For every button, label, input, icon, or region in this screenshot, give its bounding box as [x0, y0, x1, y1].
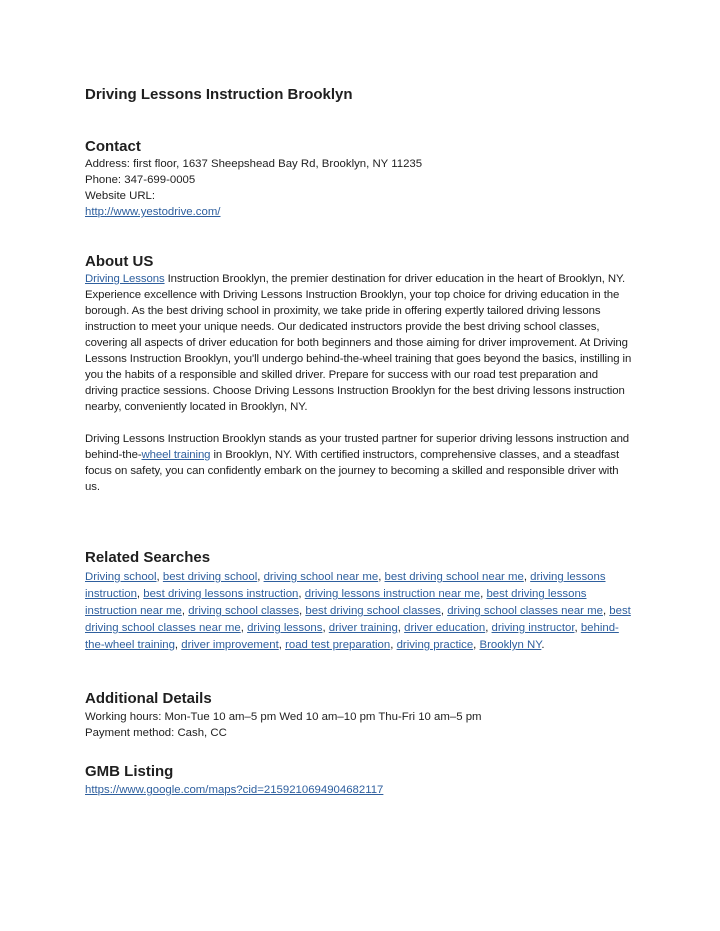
related-search-separator: , [602, 605, 610, 617]
about-paragraph-1 [85, 271, 633, 415]
gmb-block [85, 782, 633, 798]
related-searches-links [85, 569, 633, 654]
related-search-separator: . [541, 639, 545, 651]
related-search-separator: , [298, 588, 305, 600]
related-search-separator: , [299, 605, 306, 617]
page-title: Driving Lessons Instruction Brooklyn [85, 86, 353, 103]
related-search-separator: , [257, 571, 264, 583]
contact-address: Address: first floor, 1637 Sheepshead Bay Rd, Brooklyn, NY 11235 [85, 158, 423, 170]
related-search-separator: , [136, 588, 144, 600]
related-search-link[interactable]: best driving school near me [384, 571, 524, 583]
related-search-separator: , [473, 639, 480, 651]
related-search-link[interactable]: best driving school [162, 571, 258, 583]
related-search-link[interactable]: best driving lessons instruction [143, 588, 299, 600]
related-search-link[interactable]: Brooklyn NY [479, 639, 542, 651]
related-search-link[interactable]: driving lessons instruction [85, 571, 606, 600]
about-paragraph-2 [85, 431, 633, 495]
about-paragraph-1-text: Instruction Brooklyn, the premier destination for driver education in the heart of Brooklyn, NY. Experience excellence with Driving Lessons Instruction Brooklyn, your top choice for driving education in the borough. As the best driving school in proximity, we take pride in offering expertly tailored driving lessons instruction to meet your unique needs. Our dedicated instructors provide the best driving school classes, covering all aspects of driver education for both beginners and those aiming for driver improvement. At Driving Lessons Instruction Brooklyn, you'll undergo behind-the-wheel training that goes beyond the basics, instilling in you the habits of a responsible and skilled driver. Prepare for success with our road test preparation and driving practice sessions. Choose Driving Lessons Instruction Brooklyn for the best driving lessons instruction nearby, conveniently located in Brooklyn, NY. [85, 273, 632, 413]
contact-phone: Phone: 347-699-0005 [85, 174, 196, 186]
about-heading: About US [85, 253, 154, 270]
related-search-separator: , [485, 622, 492, 634]
related-search-link[interactable]: driving practice [396, 639, 474, 651]
wheel-training-link[interactable]: wheel training [141, 449, 211, 461]
gmb-link[interactable]: https://www.google.com/maps?cid=2159210694904682117 [85, 784, 384, 796]
related-search-link[interactable]: best driving school classes [305, 605, 441, 617]
related-search-link[interactable]: behind-the-wheel training [85, 622, 619, 651]
related-search-link[interactable]: driving lessons instruction near me [304, 588, 481, 600]
related-search-link[interactable]: best driving lessons instruction near me [85, 588, 587, 617]
about-paragraph-2-text-a: Driving Lessons Instruction Brooklyn stands as your trusted partner for superior driving lessons instruction and behind-the- [85, 433, 630, 461]
related-search-separator: , [322, 622, 329, 634]
related-search-link[interactable]: Driving school [85, 571, 157, 583]
related-search-separator: , [174, 639, 182, 651]
related-search-link[interactable]: best driving school classes near me [85, 605, 631, 634]
about-paragraph-2-text-b: in Brooklyn, NY. With certified instructors, comprehensive classes, and a steadfast focus on safety, you can confidently embark on the journey to becoming a skilled and responsible driver with us. [85, 449, 620, 493]
additional-details-heading: Additional Details [85, 690, 212, 707]
contact-heading: Contact [85, 138, 141, 155]
payment-method: Payment method: Cash, CC [85, 727, 227, 739]
related-search-link[interactable]: driver training [328, 622, 398, 634]
related-search-separator: , [480, 588, 487, 600]
driving-lessons-link[interactable]: Driving Lessons [85, 273, 165, 285]
related-search-link[interactable]: driving school classes [188, 605, 300, 617]
related-search-link[interactable]: driving instructor [491, 622, 575, 634]
related-search-separator: , [574, 622, 581, 634]
related-search-separator: , [240, 622, 248, 634]
related-search-separator: , [523, 571, 531, 583]
about-block [85, 271, 633, 495]
related-search-separator: , [278, 639, 286, 651]
related-search-separator: , [397, 622, 405, 634]
contact-website-label: Website URL: [85, 190, 156, 202]
related-search-separator: , [181, 605, 189, 617]
related-search-link[interactable]: driver education [404, 622, 486, 634]
gmb-listing-heading: GMB Listing [85, 763, 174, 780]
related-search-link[interactable]: driving school classes near me [447, 605, 603, 617]
website-link[interactable]: http://www.yestodrive.com/ [85, 206, 221, 218]
contact-block [85, 156, 633, 220]
related-search-link[interactable]: driving lessons [247, 622, 323, 634]
related-search-link[interactable]: road test preparation [285, 639, 391, 651]
related-search-separator: , [156, 571, 163, 583]
related-search-separator: , [378, 571, 385, 583]
related-search-link[interactable]: driving school near me [263, 571, 379, 583]
additional-details-block [85, 709, 633, 741]
related-search-separator: , [390, 639, 397, 651]
related-searches-heading: Related Searches [85, 549, 211, 566]
working-hours: Working hours: Mon-Tue 10 am–5 pm Wed 10 am–10 pm Thu-Fri 10 am–5 pm [85, 711, 482, 723]
related-search-separator: , [440, 605, 448, 617]
related-search-link[interactable]: driver improvement [181, 639, 279, 651]
